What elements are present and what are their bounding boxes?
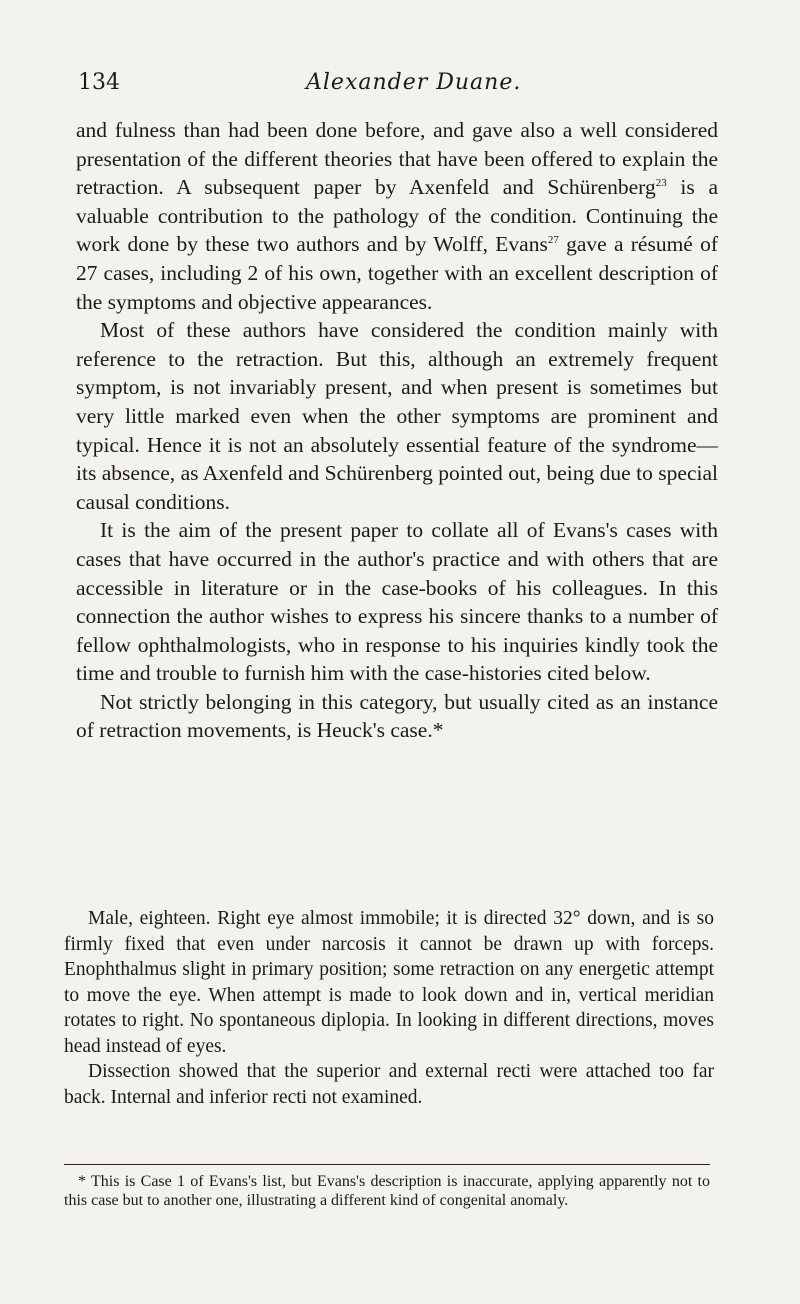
reference-23: 23 [655, 177, 667, 190]
case-description [64, 906, 714, 1110]
paragraph-4: Not strictly belonging in this category, but usually cited as an instance of retraction movements, is Heuck's case.* [76, 689, 718, 743]
paragraph-1-part-c: gave a résumé of 27 cases, including 2 of his own, together with an excellent description of the symptoms and objective appearances. [76, 232, 719, 314]
page-header [78, 70, 718, 100]
paragraph-1-part-a: and fulness than had been done before, and gave also a well considered presentation of the different theories that have been offered to explain the retraction. A subsequent paper by Axenfeld and Schürenberg [76, 118, 718, 200]
paragraph-1 [76, 116, 718, 316]
case-paragraph-1: Male, eighteen. Right eye almost immobile; it is directed 32° down, and is so firmly fixed that even under narcosis it cannot be drawn up with forceps. Enophthalmus slight in primary position; some retraction on any energetic attempt to move the eye. When attempt is made to look down and in, vertical meridian rotates to right. No spontaneous diplopia. In looking in different directions, moves head instead of eyes. [64, 908, 714, 1057]
footnote-text: * This is Case 1 of Evans's list, but Evans's description is inaccurate, applying apparently not to this case but to another one, illustrating a different kind of congenital anomaly. [64, 1173, 710, 1209]
paragraph-1-part-b: is a valuable contribution to the pathology of the condition. Continuing the work done by these two authors and by Wolff, Evans [76, 175, 718, 257]
paragraph-2: Most of these authors have considered the condition mainly with reference to the retraction. But this, although an extremely frequent symptom, is not invariably present, and when present is sometimes but very little marked even when the other symptoms are prominent and typical. Hence it is not an absolutely essential feature of the syndrome—its absence, as Axenfeld and Schürenberg pointed out, being due to special causal conditions. [76, 318, 718, 514]
running-head: Alexander Duane. [306, 70, 522, 95]
footnote [64, 1172, 710, 1210]
reference-27: 27 [547, 234, 559, 247]
case-paragraph-2: Dissection showed that the superior and external recti were attached too far back. Internal and inferior recti not examined. [64, 1061, 714, 1108]
paragraph-3: It is the aim of the present paper to collate all of Evans's cases with cases that have occurred in the author's practice and with others that are accessible in literature or in the case-books of his colleagues. In this connection the author wishes to express his sincere thanks to a number of fellow ophthalmologists, who in response to his inquiries kindly took the time and trouble to furnish him with the case-histories cited below. [76, 518, 718, 686]
page-number: 134 [78, 70, 120, 95]
main-text [76, 116, 718, 745]
footnote-divider [64, 1164, 710, 1165]
